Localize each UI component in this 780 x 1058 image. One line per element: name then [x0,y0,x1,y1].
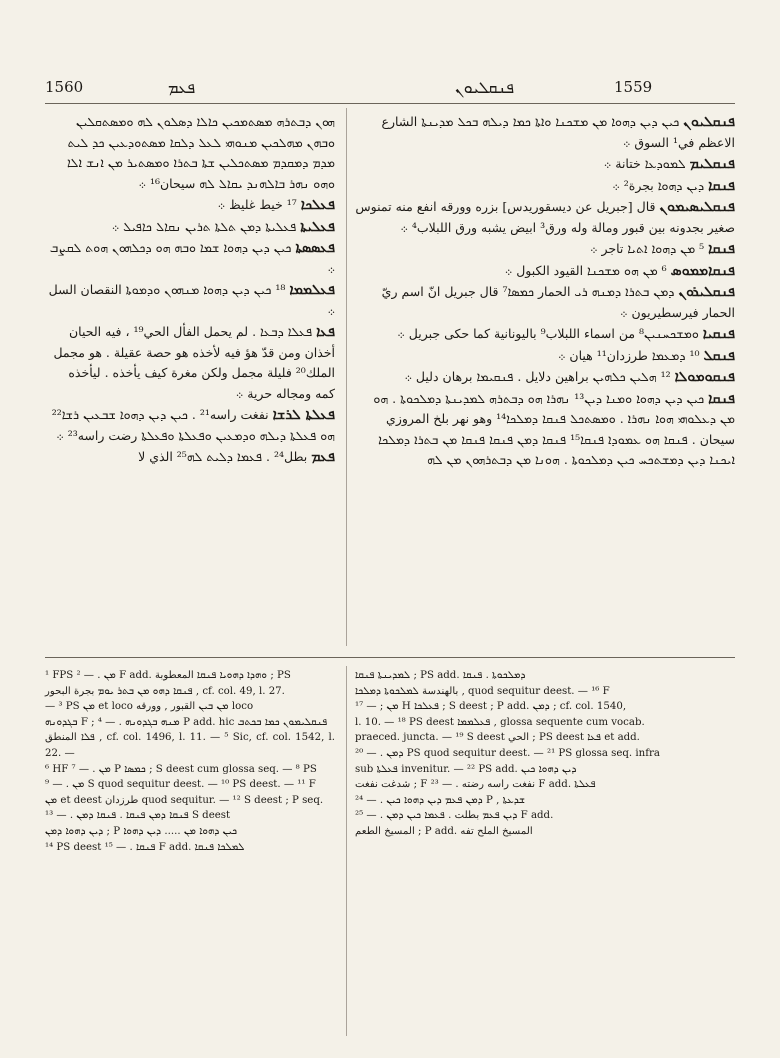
entry [45,447,335,468]
entry-headword: ܦܢܩܐܡܡܘܣ [670,262,735,279]
footnote-line: ܠܡܕܝܢܬܐ ܦܢܩܐ ; PS add. ܕܡܠܟܘܬܐ . ܦܢܩܐ [355,670,526,681]
entry-text: ܠܡܘܕܥܐ ختانة ܀ [603,156,686,171]
entry-text: ¹⁷ خيط غليظ ܀ [217,197,297,212]
entry [355,346,735,367]
entry-headword: ܦܢܩܠܝܡ [689,156,735,172]
footnote-line: ¹⁴ PS deest ܦܢܩܐ . — ¹⁵ F add. ܠܡܠܟܐ ܦܢܩܐ [45,841,245,853]
entry-text: نفغت راسه²¹ . ܟܝܢ ܕܝܢ ܕܗܘܐ ܫܒܥܝܢ ܪܫܐ²² ܗܘ ܦܥܠܬܐ ܕܝܠܗ ܘܕܡܥܝܢ ܘܦܥܠܬܐ ܘܦܥܠܬܐ رضت راسه²³ ܀ [51,407,335,443]
entry-text: ⁶ ܡܢ ܗܘ ܡܫܟܢܐ القيود الكبول ܀ [504,262,667,278]
entry [355,112,735,153]
entry [45,405,335,446]
entry [355,282,735,323]
footnote-line: ܦܢܩܐ ܕܡܢ ܦܢܩܐ . ܦܢܩܐ ܕܡܢ . — ¹³ S deest [45,810,231,822]
left-running-head: ܦܥܡ [168,78,196,97]
footnote-line: ܕܡܢ ܦܥܡ ܕܝܢ ܕܗܘܐ ܟܝܢ . — ²⁴ P , ܫܕܥܬܐ [355,794,526,806]
entry [45,280,335,321]
footnotes-left [45,668,335,855]
left-column [45,112,335,469]
entry-text: ܟܝܢ ܕܝܢ ܕܗܘܐ ܘܡܢܐ ܕܝܢ¹³ ܢܗܪܐ ܗܘ ܕܒܬܪܗ ܠܡܕܝܢܬܐ ܕܡܠܟܘܬܐ . ܗܘ ܡܢ ܕܥܠܘܗܝ ܗܘܐ ܢܗܪܐ . ܘܡܣܬܟܠ ܦܢܩܐ ܕܡܠܟܐ¹⁴ وهو نهر بلخ المروزي سيحان . ܦܢܩܐ ܗܘ ܥܡܘܕܐ ܦܢܩܐ¹⁵ ܦܢܩܐ ܕܡܢ ܦܢܩܐ ܦܢܩܐ ܡܢ ܒܬܪܐ ܕܡܠܟܐ ܐܝܟܢܐ ܕܝܢ ܕܡܫܬܟܚ ܟܝܢ ܕܡܠܟܘܬܐ . ܗܘܢܐ ܡܢ ܕܒܬܪܗܘܢ ܡܢ ܠܗ [373,390,735,467]
entry-text: ¹⁰ ܕܡܥܡܐ طرزدان¹¹ هيان ܀ [557,347,700,363]
footnote-line: ܦܢܩܐ ܕܗܘ ܡܢ ܒܬܪ ܝܘܡ بجرة البحور , cf. col. 49, l. 27. [45,685,285,697]
entry-text: قال [جبريل عن ديسقوريدس] بزره وورقه انفع منه تمنوس صغير بجدونه بين قبور ومالة وله ورق³ ابيض يشبه ورق اللبلاب⁴ ܀ [355,199,735,235]
right-column [355,112,735,472]
entry-headword: ܦܢܩܐ [708,390,735,407]
footnote-line: ܕܝܢ ܕܗܘܐ ܕܡܢ ; P ܟܝܢ ܕܗܘܐ ܡܢ ..... ܕܝܢ ܕܗܘܐ [45,825,238,837]
footnote-line: ܡܢ ; — ¹⁷ H ܦܥܠܟܐ ; S deest ; P add. ܕܡܢ ; cf. col. 1540, [355,701,627,713]
entry-headword: ܦܢܩܐ [708,177,735,194]
header-rule [45,103,735,104]
footnote-line: ⁶ HF ܡܢ . — ⁷ P ܟܡܣܐ ; S deest cum glossa seq. — ⁸ PS [45,763,317,775]
entry [355,324,735,345]
left-page-number: 1560 [45,78,84,96]
column-divider [346,108,347,646]
entry [45,195,335,216]
entry-headword: ܦܥܠܡܡܐ [289,282,335,298]
footnote-line: sub ܦܥܠܬܐ invenitur. — ²² PS add. ܕܝܢ ܕܗܘܐ ܟܝܢ [355,763,577,775]
footnote-line: ܒܓܕܘܢܗ F ; ܡܢܗ ܒܓܕܘܢܗ . — ⁴ P add. hic ܦܢܩܠܝܡܘܢ ܟܡܐ ܒܟܬܒ [45,716,328,728]
entry-text: ¹⁸ ܟܝܢ ܕܝܢ ܕܗܘܐ ܡܢܗܘܢ ܘܕܡܘܬܐ النقصان السل ܀ [48,282,335,318]
footnotes-right [355,668,735,840]
entry-headword: ܦܥܠܝܬܐ [300,218,335,235]
entry [355,239,735,260]
footnote-line: l. 10. — ¹⁸ PS deest ܦܥܠܡܡܐ , glossa sequente cum vocab. [355,716,645,728]
entry-headword: ܦܥܠܟܐ [300,197,335,213]
footnote-line: ܦܠܐ المنطق , cf. col. 1496, l. 11. — ⁵ Sic, cf. col. 1542, l. 22. — [45,732,335,759]
right-page-number: 1559 [614,78,653,96]
entry-headword: ܦܥܠܬܐ ܠܪܫܐ [272,407,335,423]
entry-text: ⁵ ܡܢ ܕܗܘܐ ܐܬܝܐ تاجر ܀ [589,241,705,256]
entry [45,217,335,238]
entry [355,154,735,175]
entry [45,112,335,194]
entry [355,367,735,388]
footnote-rule [45,657,735,658]
footnote-line: ¹ FPS ܡܢ . — ² F add. ܘܗܕܐ ܕܗܘܝܐ ܦܢܩܐ المعطوبة ; PS [45,670,291,681]
entry-text: بطل²⁴ . ܦܥܡܐ ܕܠܝܬ ܠܗ²⁵ الذي لا [138,449,308,464]
entry-headword: ܦܥܐ [316,324,335,340]
entry-text: ܟܝܢ ܕܝܢ ܕܗܘܐ ܡܢ ܡܫܟܢܐ ܘܐܬܐ ܟܡܐ ܕܝܠܗ ܒܟܠ ܡܕܝܢܬܐ الشارع الاعظم في¹ السوق ܀ [381,114,735,150]
entry-text: ܟܝܢ ܕܝܢ ܕܗܘܐ ܫܡܐ ܘܒܗ ܗܘ ܕܟܠܗܘܢ ܗܘܬ ܠܩܨܒ ܀ [49,240,335,276]
entry-headword: ܦܢܩܘܡܘܠܐ [674,369,735,385]
footnote-line: ܕܡܢ . — ²⁰ PS quod sequitur deest. — ²¹ PS glossa seq. infra [355,747,660,759]
footnote-column-divider [346,666,347,1036]
entry [355,261,735,282]
entry-text: ܦܥܠܐ ܕܒܥܐ . لم يحمل الفأل الحي¹⁹ ، فيه الحيان أخذان ومن قدّ هؤ فيه لأخذه هو حصة عقيلة . هو مجمل الملك²⁰ فليلة مجمل ولكن مغرة كيف يأخذه . ليأخذه كمه ومجاله حرية ܀ [53,324,335,401]
entry-headword: ܦܢܩܝܐ [702,326,735,342]
entry-text: ܘܡܫܟܚܢܝܢ⁸ من اسماء اللبلاب⁹ باليونانية كما حكى جبريل ܀ [397,326,699,341]
entry [45,238,335,279]
footnote-line: ܕܝܢ ܦܥܡ بطلت . ܦܥܡܐ ܟܝܢ ܕܡܢ . — ²⁵ F add. [355,810,554,822]
entry-headword: ܦܢܩܠܝܪܘܢ [678,284,735,300]
footnote-line: ܡܢ et deest طرزدان quod sequitur. — ¹² S deest ; P seq. [45,794,324,806]
entry-text: ܗܘܢ ܕܒܬܪܗ ܡܣܬܡܟܝܢ ܟܐܠܐ ܕܣܠܘܢ ܠܗ ܘܡܣܬܩܠܝܢ ܘܒܗܢ ܡܗܠܟܝܢ ܡܢܘܗܝ ܠܥܠ ܕܠܩܐ ܡܣܬܘܕܥܝܢ ܟܕ ܠܝܬ ܡܕܡ ܕܡܩܕܡ ܡܣܬܟܠܝܢ ܫܬܐ ܒܬܪܐ ܘܡܣܬܝܪ ܡܢ ܐܢܫ ܐܠܐ ܘܗܘ ܢܗܪ ܒܐܠܗܢܕ ܝܩܐܠ ܠܗ سيحان¹⁶ ܀ [67,114,335,191]
entry-headword: ܦܥܡ [311,449,335,465]
entry-headword: ܦܢܩܐ [708,241,735,257]
entry-text: ܕܝܢ ܕܗܘܐ بجرة² ܀ [612,177,705,193]
footnote-line: ܡܢ . — ⁹ S quod sequitur deest. — ¹⁰ PS deest. — ¹¹ F [45,779,316,791]
footnote-line: praeced. juncta. — ¹⁹ S deest الحي ; PS deest ܦܥܐ et add. [355,732,640,744]
entry [45,322,335,404]
entry [355,389,735,471]
entry-headword: ܦܢܩܠ [703,347,735,364]
footnote-line: المسيخ الطعم ; P add. المسيخ الملح تفه [355,825,533,837]
entry [355,197,735,238]
right-running-head: ܦܢܩܠܝܘܢ [455,78,515,97]
entry [355,176,735,197]
entry-text: ¹² ܗܠܝܢ ܟܠܗܝܢ براهين دلايل . ܦܢܩܝܡܐ برهان دليل ܀ [404,369,671,384]
entry-headword: ܦܥܣܣܬܐ [295,240,335,256]
footnote-line: — ³ PS ܡܢ et loco ܡܢ ܒܝܢ القبور , وورقه loco [45,701,254,713]
footnote-line: بالهندسة ܠܡܠܟܘܬܐ ܕܡܠܟܐ , quod sequitur deest. — ¹⁶ F [355,685,610,697]
entry-text: ܦܥܠܝܬܐ ܕܡܢ ܬܠܬܐ ܬܪܝܢ ܢܩܐܠ ܟܐܦܝܠ ܀ [111,218,297,234]
entry-headword: ܦܢܩܠܝܣܝܡܘܢ [659,199,735,215]
footnote-line: شدغت نفغت ; F نفغت راسه رضته . — ²³ F add. ܦܥܠܬܐ [355,779,596,791]
entry-text: ܕܡܢ ܒܬܪܐ ܕܡܢܗ ܪܝ الحمار ܟܡܣܐ⁷ قال جبريل انّ اسم ريّ الحمار فيرسطيريون ܀ [381,284,735,320]
entry-headword: ܦܢܩܠܝܘܢ [683,114,735,130]
